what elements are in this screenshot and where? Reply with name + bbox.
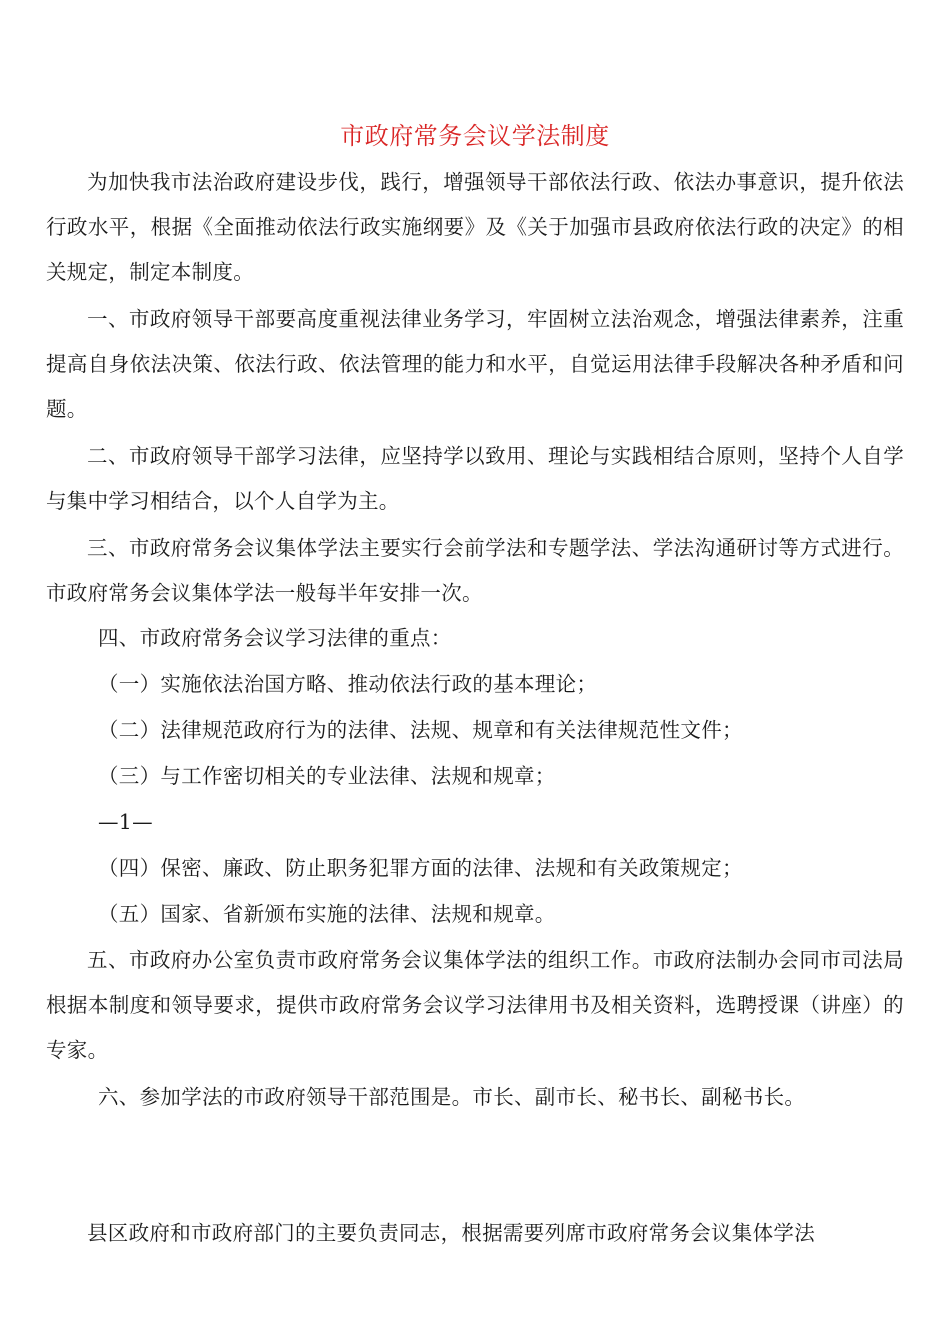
article-5-paragraph: 五、市政府办公室负责市政府常务会议集体学法的组织工作。市政府法制办会同市司法局根据本制度和领导要求，提供市政府常务会议学习法律用书及相关资料，选聘授课（讲座）的专家。 <box>46 948 904 1062</box>
list-item-5: （五）国家、省新颁布实施的法律、法规和规章。 <box>98 902 556 926</box>
article-6-paragraph: 六、参加学法的市政府领导干部范围是。市长、副市长、秘书长、副秘书长。 <box>98 1085 806 1109</box>
article-2-paragraph: 二、市政府领导干部学习法律，应坚持学以致用、理论与实践相结合原则，坚持个人自学与集中学习相结合，以个人自学为主。 <box>46 444 904 513</box>
article-1-paragraph: 一、市政府领导干部要高度重视法律业务学习，牢固树立法治观念，增强法律素养，注重提高自身依法决策、依法行政、依法管理的能力和水平，自觉运用法律手段解决各种矛盾和问题。 <box>46 307 904 421</box>
document-title: 市政府常务会议学法制度 <box>340 122 610 150</box>
page-number: —1— <box>98 810 153 834</box>
list-item-1: （一）实施依法治国方略、推动依法行政的基本理论； <box>98 672 598 696</box>
list-item-3: （三）与工作密切相关的专业法律、法规和规章； <box>98 764 556 788</box>
list-item-4: （四）保密、廉政、防止职务犯罪方面的法律、法规和有关政策规定； <box>98 856 743 880</box>
article-4-heading: 四、市政府常务会议学习法律的重点： <box>98 626 452 650</box>
intro-paragraph: 为加快我市法治政府建设步伐，践行，增强领导干部依法行政、依法办事意识，提升依法行政水平，根据《全面推动依法行政实施纲要》及《关于加强市县政府依法行政的决定》的相关规定，制定本制度。 <box>46 170 904 284</box>
list-item-2: （二）法律规范政府行为的法律、法规、规章和有关法律规范性文件； <box>98 718 743 742</box>
article-3-paragraph: 三、市政府常务会议集体学法主要实行会前学法和专题学法、学法沟通研讨等方式进行。市政府常务会议集体学法一般每半年安排一次。 <box>46 536 904 605</box>
trailing-paragraph: 县区政府和市政府部门的主要负责同志，根据需要列席市政府常务会议集体学法 <box>87 1221 815 1245</box>
